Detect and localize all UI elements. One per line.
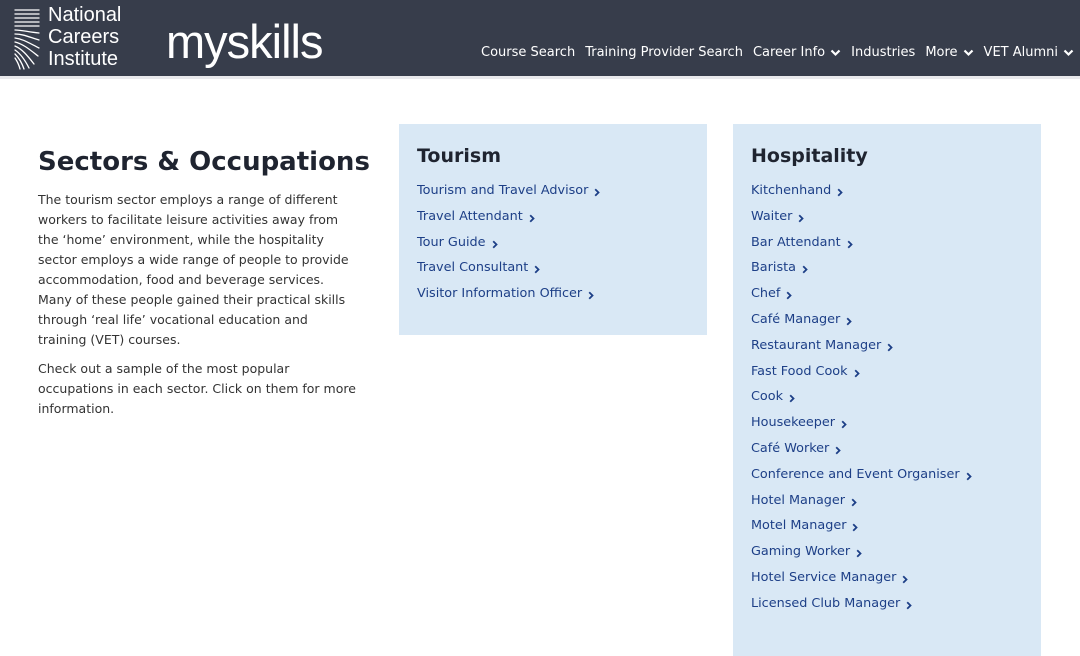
occupation-link[interactable] <box>751 235 1023 261</box>
occupation-label: Café Manager <box>751 311 841 327</box>
nav-label: Career Info <box>752 45 826 60</box>
chevron-down-icon <box>1063 49 1074 57</box>
tourism-panel <box>399 124 707 335</box>
occupation-link[interactable] <box>417 209 689 235</box>
chevron-right-icon <box>837 188 843 197</box>
nci-logo-line: Institute <box>48 48 119 70</box>
occupation-label: Cook <box>751 389 784 405</box>
chevron-right-icon <box>798 214 804 223</box>
occupation-label: Waiter <box>751 208 793 224</box>
nav-label: Course Search <box>481 45 576 60</box>
hospitality-heading: Hospitality <box>751 145 868 167</box>
nci-logo-text <box>48 4 121 70</box>
occupation-link[interactable] <box>417 260 689 286</box>
chevron-right-icon <box>529 214 535 223</box>
nav-industries[interactable] <box>851 43 915 63</box>
occupation-link[interactable] <box>751 312 1023 338</box>
page-title: Sectors & Occupations <box>38 147 370 177</box>
occupation-label: Travel Attendant <box>417 208 523 224</box>
chevron-down-icon <box>830 49 841 57</box>
hospitality-panel <box>733 124 1041 656</box>
occupation-link[interactable] <box>751 183 1023 209</box>
chevron-right-icon <box>492 240 498 249</box>
nci-logo-line: National <box>48 4 122 26</box>
occupation-label: Conference and Event Organiser <box>751 466 960 482</box>
occupation-link[interactable] <box>417 183 689 209</box>
occupation-label: Chef <box>751 286 781 302</box>
occupation-label: Restaurant Manager <box>751 337 882 353</box>
occupation-label: Kitchenhand <box>751 183 832 198</box>
occupation-label: Café Worker <box>751 440 830 456</box>
occupation-label: Licensed Club Manager <box>751 595 901 611</box>
chevron-right-icon <box>534 265 540 274</box>
chevron-right-icon <box>847 240 853 249</box>
nav-label: VET Alumni <box>983 45 1058 60</box>
nav-vet-alumni[interactable] <box>984 43 1074 63</box>
tourism-occupation-list <box>417 183 689 312</box>
chevron-right-icon <box>887 343 893 352</box>
intro-paragraph: The tourism sector employs a range of different workers to facilitate leisure activities away from the ‘home’ environment, while the hospitality sector employs a wide range of people to provide accommodation, food and beverage services. Many of these people gained their practical skills through ‘real life’ vocational education and training (VET) courses. <box>38 192 349 347</box>
nav-label: Training Provider Search <box>585 45 743 60</box>
occupation-link[interactable] <box>751 493 1023 519</box>
occupation-label: Motel Manager <box>751 518 847 534</box>
occupation-label: Fast Food Cook <box>751 363 848 379</box>
header-divider <box>0 76 1080 79</box>
occupation-label: Tourism and Travel Advisor <box>417 183 589 198</box>
nav-label: More <box>925 45 958 60</box>
occupation-label: Housekeeper <box>751 415 836 431</box>
chevron-right-icon <box>906 601 912 610</box>
occupation-label: Bar Attendant <box>751 234 841 250</box>
chevron-right-icon <box>851 498 857 507</box>
occupation-link[interactable] <box>751 570 1023 596</box>
intro-paragraph: Check out a sample of the most popular occupations in each sector. Click on them for more information. <box>38 361 356 416</box>
chevron-right-icon <box>902 575 908 584</box>
nav-career-info[interactable] <box>753 43 841 63</box>
intro-section <box>38 145 370 419</box>
occupation-link[interactable] <box>751 415 1023 441</box>
chevron-right-icon <box>841 420 847 429</box>
nci-logo-line: Careers <box>48 26 120 48</box>
chevron-right-icon <box>588 291 594 300</box>
chevron-right-icon <box>786 291 792 300</box>
occupation-label: Travel Consultant <box>417 260 529 276</box>
occupation-link[interactable] <box>751 260 1023 286</box>
occupation-link[interactable] <box>751 518 1023 544</box>
chevron-right-icon <box>835 446 841 455</box>
main-nav <box>471 43 1074 63</box>
tourism-heading: Tourism <box>417 145 502 167</box>
occupation-link[interactable] <box>751 209 1023 235</box>
nav-more[interactable] <box>925 43 973 63</box>
occupation-label: Hotel Manager <box>751 492 846 508</box>
occupation-label: Tour Guide <box>417 234 486 250</box>
chevron-right-icon <box>789 394 795 403</box>
occupation-link[interactable] <box>751 467 1023 493</box>
chevron-down-icon <box>963 49 974 57</box>
occupation-link[interactable] <box>751 596 1023 622</box>
nav-label: Industries <box>851 45 916 60</box>
occupation-label: Hotel Service Manager <box>751 569 897 585</box>
occupation-link[interactable] <box>751 441 1023 467</box>
occupation-link[interactable] <box>751 544 1023 570</box>
occupation-label: Visitor Information Officer <box>417 286 583 302</box>
occupation-link[interactable] <box>751 389 1023 415</box>
chevron-right-icon <box>594 188 600 197</box>
myskills-logo[interactable]: myskills <box>166 15 323 68</box>
hospitality-occupation-list <box>751 183 1023 622</box>
chevron-right-icon <box>802 265 808 274</box>
chevron-right-icon <box>852 523 858 532</box>
nci-logo[interactable] <box>14 4 121 72</box>
chevron-right-icon <box>966 472 972 481</box>
nav-training-provider-search[interactable] <box>585 43 743 63</box>
chevron-right-icon <box>846 317 852 326</box>
occupation-label: Gaming Worker <box>751 544 851 560</box>
site-header <box>0 0 1080 76</box>
nav-course-search[interactable] <box>481 43 575 63</box>
occupation-label: Barista <box>751 260 796 276</box>
chevron-right-icon <box>854 369 860 378</box>
occupation-link[interactable] <box>751 364 1023 390</box>
nci-wave-logo-icon <box>14 6 40 72</box>
chevron-right-icon <box>856 549 862 558</box>
occupation-link[interactable] <box>417 235 689 261</box>
occupation-link[interactable] <box>417 286 689 312</box>
occupation-link[interactable] <box>751 286 1023 312</box>
occupation-link[interactable] <box>751 338 1023 364</box>
